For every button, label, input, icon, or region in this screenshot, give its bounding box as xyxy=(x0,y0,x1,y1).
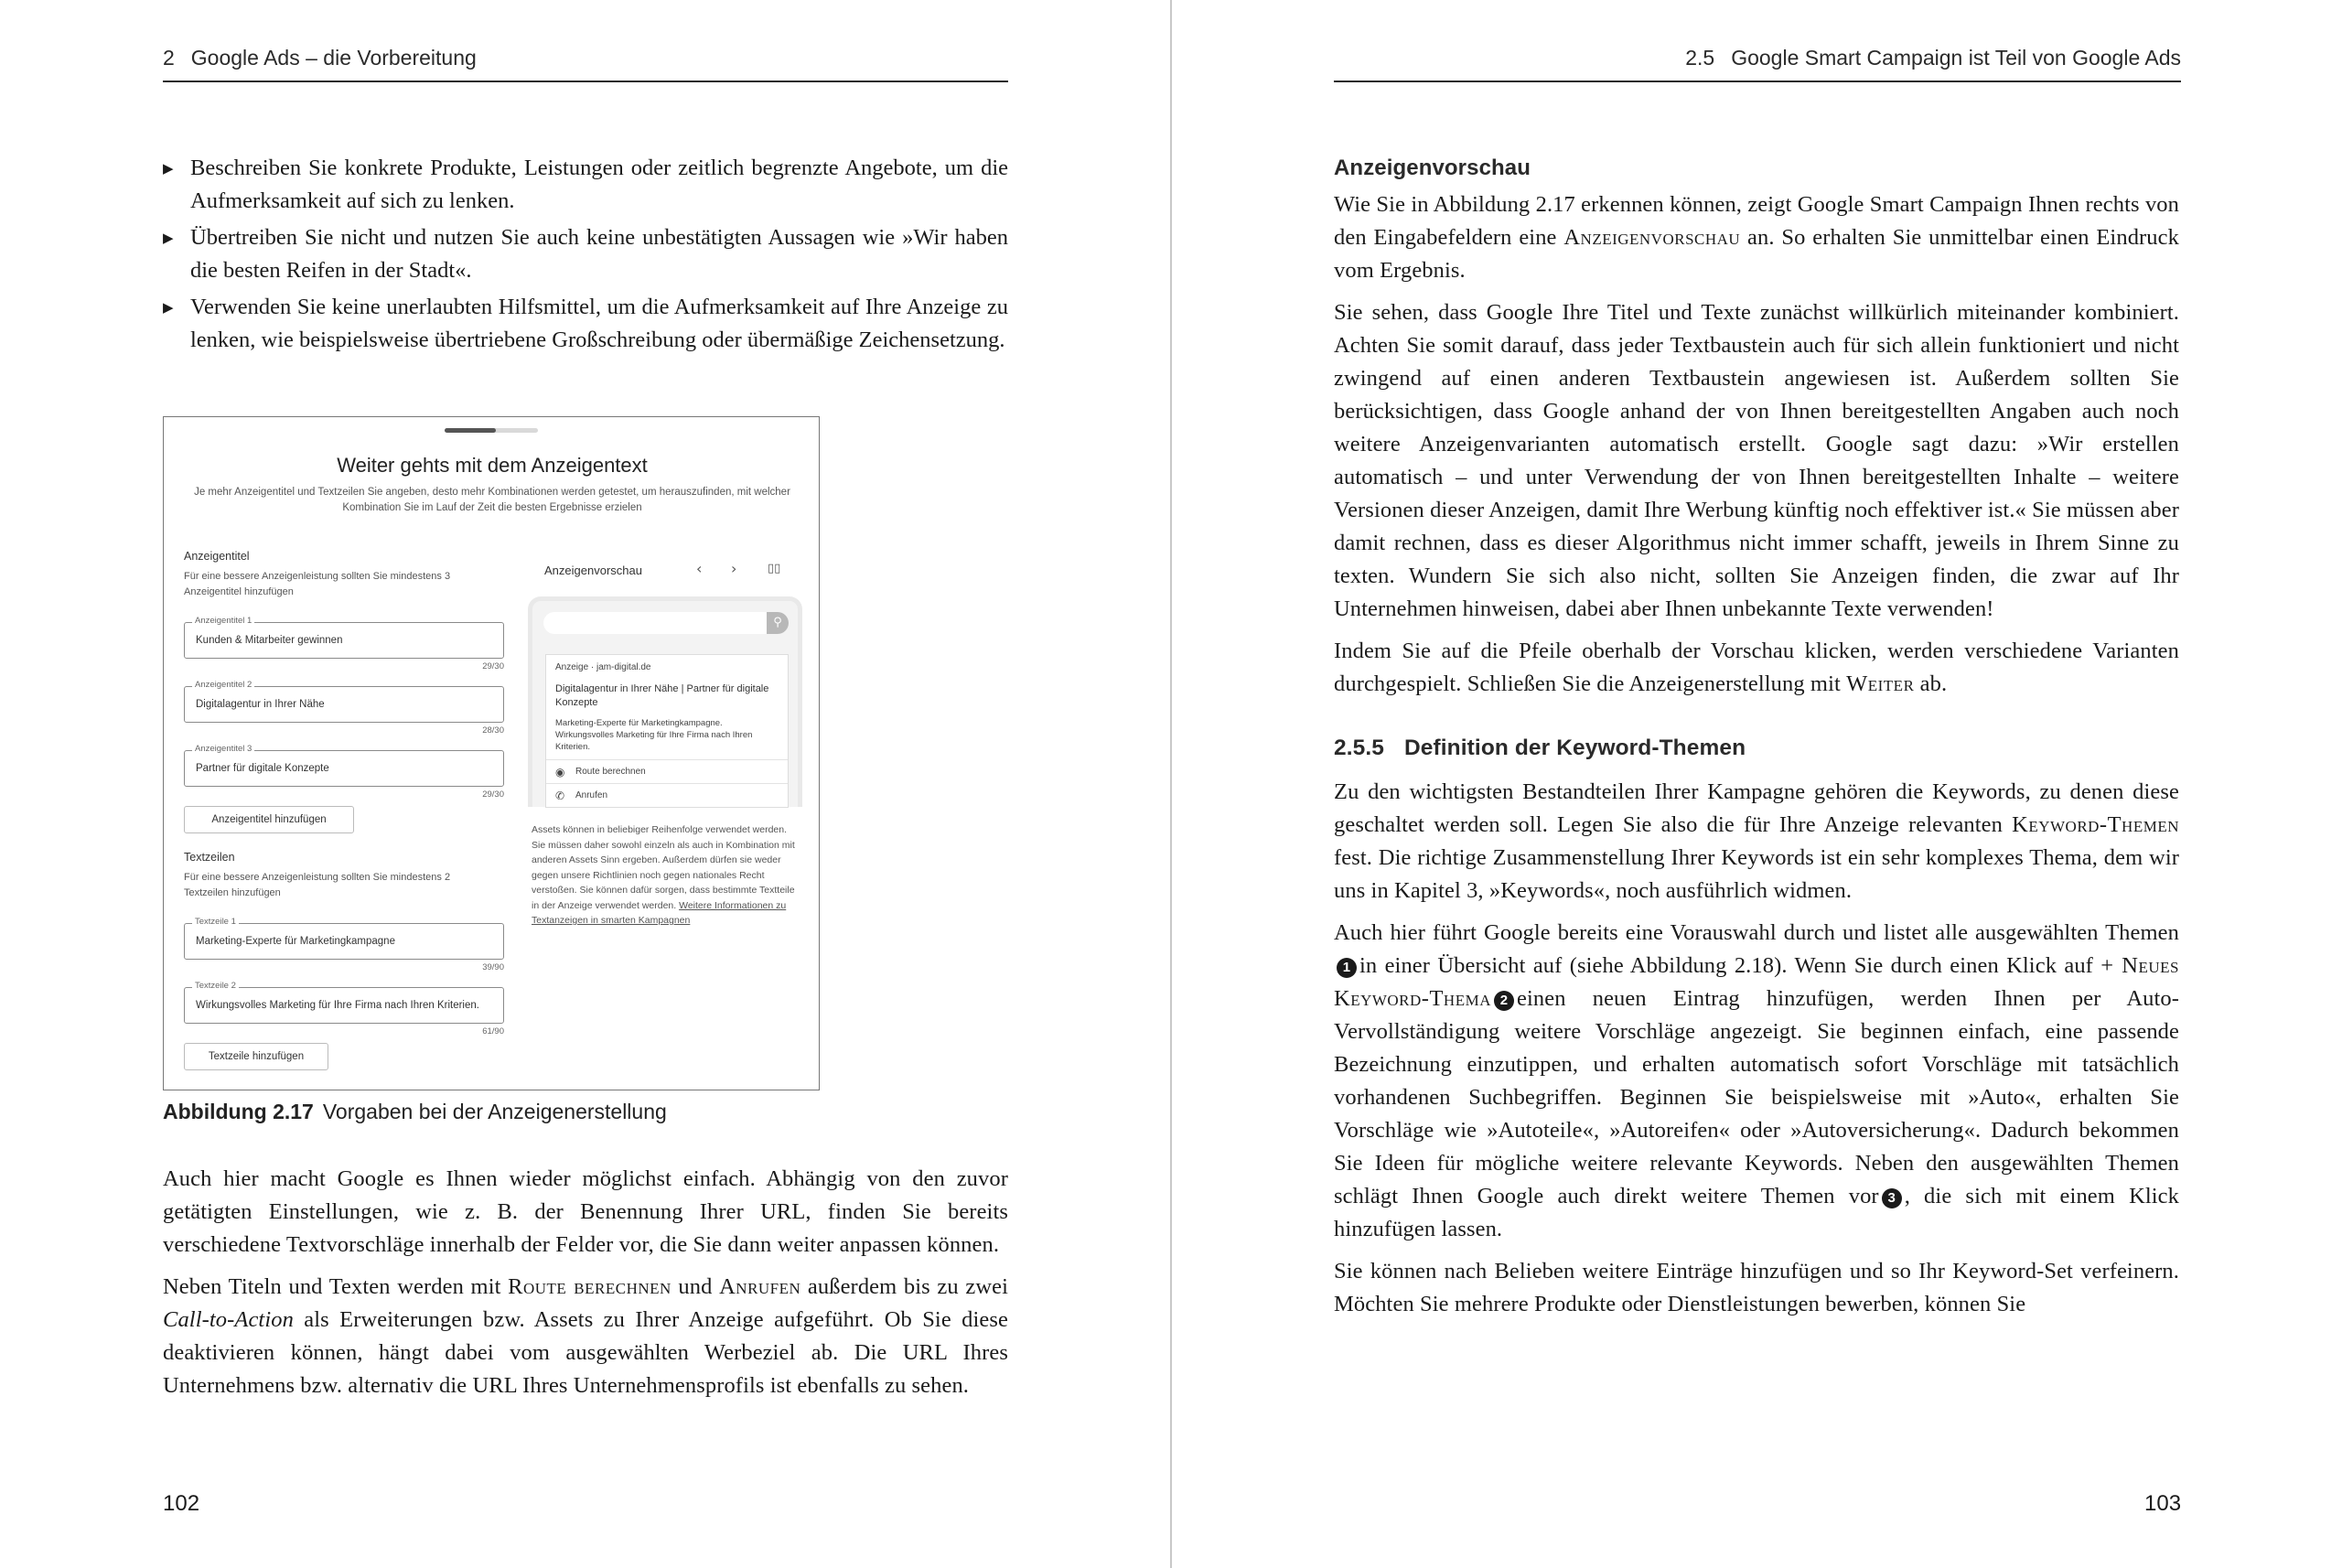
figure-caption-text: Vorgaben bei der Anzeigenerstellung xyxy=(322,1100,667,1123)
running-head-right xyxy=(1334,46,2181,82)
phone-preview xyxy=(528,596,802,807)
section-number: 2.5 xyxy=(1685,46,1715,70)
search-bar xyxy=(543,612,789,634)
assets-note-text: Assets können in beliebiger Reihenfolge verwendet werden. Sie müssen daher sowohl einzeln als auch in Kombination mit anderen Assets Sinn ergeben. Außerdem dürfen sie weder gegen unsere Richtlinien noch gegen nationales Recht verstoßen. Sie können dafür sorgen, dass bestimmte Textteile in der Anzeige verwendet werden. xyxy=(532,824,795,911)
marker-3: 3 xyxy=(1882,1188,1902,1208)
paragraph: Auch hier führt Google bereits eine Vorauswahl durch und listet alle ausgewählten Themen1 in einer Übersicht auf (siehe Abbildung 2.18). Wenn Sie durch einen Klick auf + Neues Keyword-Thema 2 einen neuen Eintrag hinzufügen, werden Ihnen per Auto-Vervollständigung weitere Vorschläge angezeigt. Sie beginnen einfach, eine passende Bezeichnung einzutippen, und erhalten automatisch sofort Vorschläge mit tatsächlich vorhandenen Suchbegriffen. Beginnen Sie beispielsweise mit »Auto«, erhalten Sie Vorschläge wie »Autoteile«, »Autoreifen« oder »Autoversicherung«. Dadurch bekommen Sie Ideen für mögliche weitere relevante Keywords. Neben den ausgewählten Themen schlägt Ihnen Google auch direkt weitere Themen vor 3 , die sich mit einem Klick hinzufügen lassen. xyxy=(1334,920,2179,1241)
ad-extension-call xyxy=(546,783,788,807)
preview-section-heading: Anzeigenvorschau xyxy=(1334,156,1531,180)
field-value: Wirkungsvolles Marketing für Ihre Firma nach Ihren Kriterien. xyxy=(196,1000,479,1011)
paragraph: Indem Sie auf die Pfeile oberhalb der Vorschau klicken, werden verschiedene Varianten durchgespielt. Schließen Sie die Anzeigenerstellung mit Weiter ab. xyxy=(1334,639,2179,696)
map-pin-icon: ◉ xyxy=(555,766,565,779)
progress-bar xyxy=(445,428,538,433)
guideline-bullet-list xyxy=(163,152,1008,360)
ad-description: Marketing-Experte für Marketingkampagne. Wirkungsvolles Marketing für Ihre Firma nach Ihren Kriterien. xyxy=(555,718,753,752)
add-description-button[interactable]: Textzeile hinzufügen xyxy=(184,1043,328,1070)
marker-1: 1 xyxy=(1337,958,1357,978)
extension-label: Anrufen xyxy=(575,790,608,800)
ui-term: Weiter xyxy=(1846,671,1915,696)
subsection-heading xyxy=(1334,732,2179,765)
chapter-number: 2 xyxy=(163,46,175,70)
headline-field-1[interactable] xyxy=(184,616,504,659)
figure-screen-subtitle: Je mehr Anzeigentitel und Textzeilen Sie angeben, desto mehr Kombinationen werden getestet, um herauszufinden, mit welcher Kombination Sie im Lauf der Zeit die besten Ergebnisse erzielen xyxy=(194,487,790,513)
description-field-1[interactable] xyxy=(184,917,504,960)
ui-term: + Neues Keyword-Thema xyxy=(1334,953,2179,1011)
right-body-text xyxy=(1334,152,2179,1330)
search-icon: ⚲ xyxy=(767,612,789,634)
ad-meta: Anzeige · jam-digital.de xyxy=(555,662,651,672)
headline-field-2[interactable] xyxy=(184,680,504,723)
paragraph: Auch hier macht Google es Ihnen wieder möglichst einfach. Abhängig von den zuvor getätigten Einstellungen, wie z. B. der Benennung Ihrer URL, finden Sie bereits verschiedene Textvorschläge innerhalb der Felder vor, die Sie dann weiter anpassen können. xyxy=(163,1166,1008,1257)
figure-ad-text-screenshot xyxy=(163,416,820,1090)
subsection-number: 2.5.5 xyxy=(1334,736,1384,760)
char-counter: 29/30 xyxy=(482,661,504,671)
assets-note xyxy=(532,822,797,929)
field-label: Anzeigentitel 1 xyxy=(192,616,254,626)
chapter-title: Google Ads – die Vorbereitung xyxy=(190,46,477,70)
field-label: Textzeile 2 xyxy=(192,981,239,991)
ui-term: Route berechnen xyxy=(508,1274,671,1299)
field-value: Marketing-Experte für Marketingkampagne xyxy=(196,936,395,947)
descriptions-heading: Textzeilen xyxy=(184,851,235,864)
paragraph: Sie können nach Belieben weitere Einträge hinzufügen und so Ihr Keyword-Set verfeinern. Möchten Sie mehrere Produkte oder Dienstleistungen bewerben, können Sie xyxy=(1334,1259,2179,1316)
ad-preview-card xyxy=(545,654,789,808)
description-field-2[interactable] xyxy=(184,981,504,1024)
page-number-left: 102 xyxy=(163,1491,200,1516)
page-number-right: 103 xyxy=(2144,1491,2182,1516)
char-counter: 28/30 xyxy=(482,725,504,736)
paragraph: Wie Sie in Abbildung 2.17 erkennen können, zeigt Google Smart Campaign Ihnen rechts von den Eingabefeldern eine Anzeigenvorschau an. So erhalten Sie unmittelbar einen Eindruck vom Ergebnis. xyxy=(1334,192,2179,283)
ui-term: Anrufen xyxy=(719,1274,801,1299)
add-headline-button[interactable]: Anzeigentitel hinzufügen xyxy=(184,806,354,833)
phone-icon: ✆ xyxy=(555,789,565,802)
field-label: Anzeigentitel 3 xyxy=(192,744,254,754)
extension-label: Route berechnen xyxy=(575,767,646,777)
field-value: Kunden & Mitarbeiter gewinnen xyxy=(196,635,343,646)
paragraph: Sie sehen, dass Google Ihre Titel und Texte zunächst willkürlich miteinander kombiniert. Achten Sie somit darauf, dass jeder Textbaustein auch für sich allein funktioniert und nicht zwingend auf einen anderen Textbaustein angewiesen ist. Außerdem sollten Sie berücksichtigen, dass Google anhand der von Ihnen bereitgestellten Angaben auch noch weitere Anzeigenvarianten automatisch erstellt. Google sagt dazu: »Wir erstellen automatisch – und unter Verwendung der von Ihnen bereitgestellten Inhalte – weitere Versionen dieser Anzeigen, damit Ihre Werbung künftig noch effektiver ist.« Sie müssen aber damit rechnen, dass es dieser Algorithmus nicht immer schafft, jeweils in Ihrem Sinne zu texten. Wundern Sie sich also nicht, sollten Sie Anzeigen finden, die zwar auf Ihr Unternehmen hinweisen, dabei aber Ihnen unbekannte Texte verwenden! xyxy=(1334,300,2179,621)
char-counter: 39/90 xyxy=(482,962,504,972)
columns-icon[interactable]: ▯▯ xyxy=(768,562,781,575)
paragraph: Zu den wichtigsten Bestandteilen Ihrer Kampagne gehören die Keywords, zu denen diese geschaltet werden soll. Legen Sie also die für Ihre Anzeige relevanten Keyword-Themen fest. Die richtige Zusammenstellung Ihrer Keywords ist ein sehr komplexes Thema, dem wir uns in Kapitel 3, »Keywords«, noch ausführlich widmen. xyxy=(1334,779,2179,903)
bullet-item: ▶ Verwenden Sie keine unerlaubten Hilfsmittel, um die Aufmerksamkeit auf Ihre Anzeige zu lenken, wie beispielsweise übertriebene Großschreibung oder übermäßige Zeichensetzung. xyxy=(163,291,1008,357)
ad-title: Digitalagentur in Ihrer Nähe | Partner für digitale Konzepte xyxy=(555,683,769,708)
paragraph: Neben Titeln und Texten werden mit Route berechnen und Anrufen außerdem bis zu zwei Call-to-Action als Erweiterungen bzw. Assets zu Ihrer Anzeige aufgeführt. Ob Sie diese deaktivieren können, hängt dabei vom ausgewählten Werbeziel ab. Die URL Ihres Unternehmens bzw. alternativ die URL Ihres Unternehmensprofils ist ebenfalls zu sehen. xyxy=(163,1274,1009,1398)
section-title: Google Smart Campaign ist Teil von Google Ads xyxy=(1731,46,2181,70)
figure-caption xyxy=(163,1100,667,1124)
bullet-item: ▶ Übertreiben Sie nicht und nutzen Sie auch keine unbestätigten Aussagen wie »Wir haben die besten Reifen in der Stadt«. xyxy=(163,221,1008,287)
char-counter: 61/90 xyxy=(482,1026,504,1036)
emphasis-term: Call-to-Action xyxy=(163,1307,294,1332)
descriptions-hint: Für eine bessere Anzeigenleistung sollten Sie mindestens 2 Textzeilen hinzufügen xyxy=(184,872,451,898)
ui-term: Keyword-Themen xyxy=(2012,812,2179,837)
headlines-hint: Für eine bessere Anzeigenleistung sollten Sie mindestens 3 Anzeigentitel hinzufügen xyxy=(184,571,451,597)
left-page xyxy=(0,0,1170,1568)
left-body-text xyxy=(163,1163,1008,1412)
marker-2: 2 xyxy=(1494,991,1514,1011)
headline-field-3[interactable] xyxy=(184,744,504,787)
ui-term: Anzeigenvorschau xyxy=(1563,225,1741,250)
field-label: Textzeile 1 xyxy=(192,917,239,927)
chevron-right-icon[interactable]: › xyxy=(731,560,737,577)
field-value: Digitalagentur in Ihrer Nähe xyxy=(196,699,325,710)
preview-heading: Anzeigenvorschau xyxy=(544,564,642,577)
figure-caption-label: Abbildung 2.17 xyxy=(163,1100,314,1123)
char-counter: 29/30 xyxy=(482,789,504,800)
figure-screen-title: Weiter gehts mit dem Anzeigentext xyxy=(337,454,648,477)
chevron-left-icon[interactable]: ‹ xyxy=(696,560,703,577)
field-label: Anzeigentitel 2 xyxy=(192,680,254,690)
progress-fill xyxy=(445,428,496,433)
field-value: Partner für digitale Konzepte xyxy=(196,763,329,774)
bullet-item: ▶ Beschreiben Sie konkrete Produkte, Leistungen oder zeitlich begrenzte Angebote, um die Aufmerksamkeit auf sich zu lenken. xyxy=(163,152,1008,218)
ad-extension-route xyxy=(546,759,788,783)
more-info-link[interactable]: Weitere Informationen zu Textanzeigen in smarten Kampagnen xyxy=(532,899,787,926)
running-head-left xyxy=(163,46,1008,82)
headlines-heading: Anzeigentitel xyxy=(184,550,250,563)
subsection-title: Definition der Keyword-Themen xyxy=(1404,736,1746,760)
